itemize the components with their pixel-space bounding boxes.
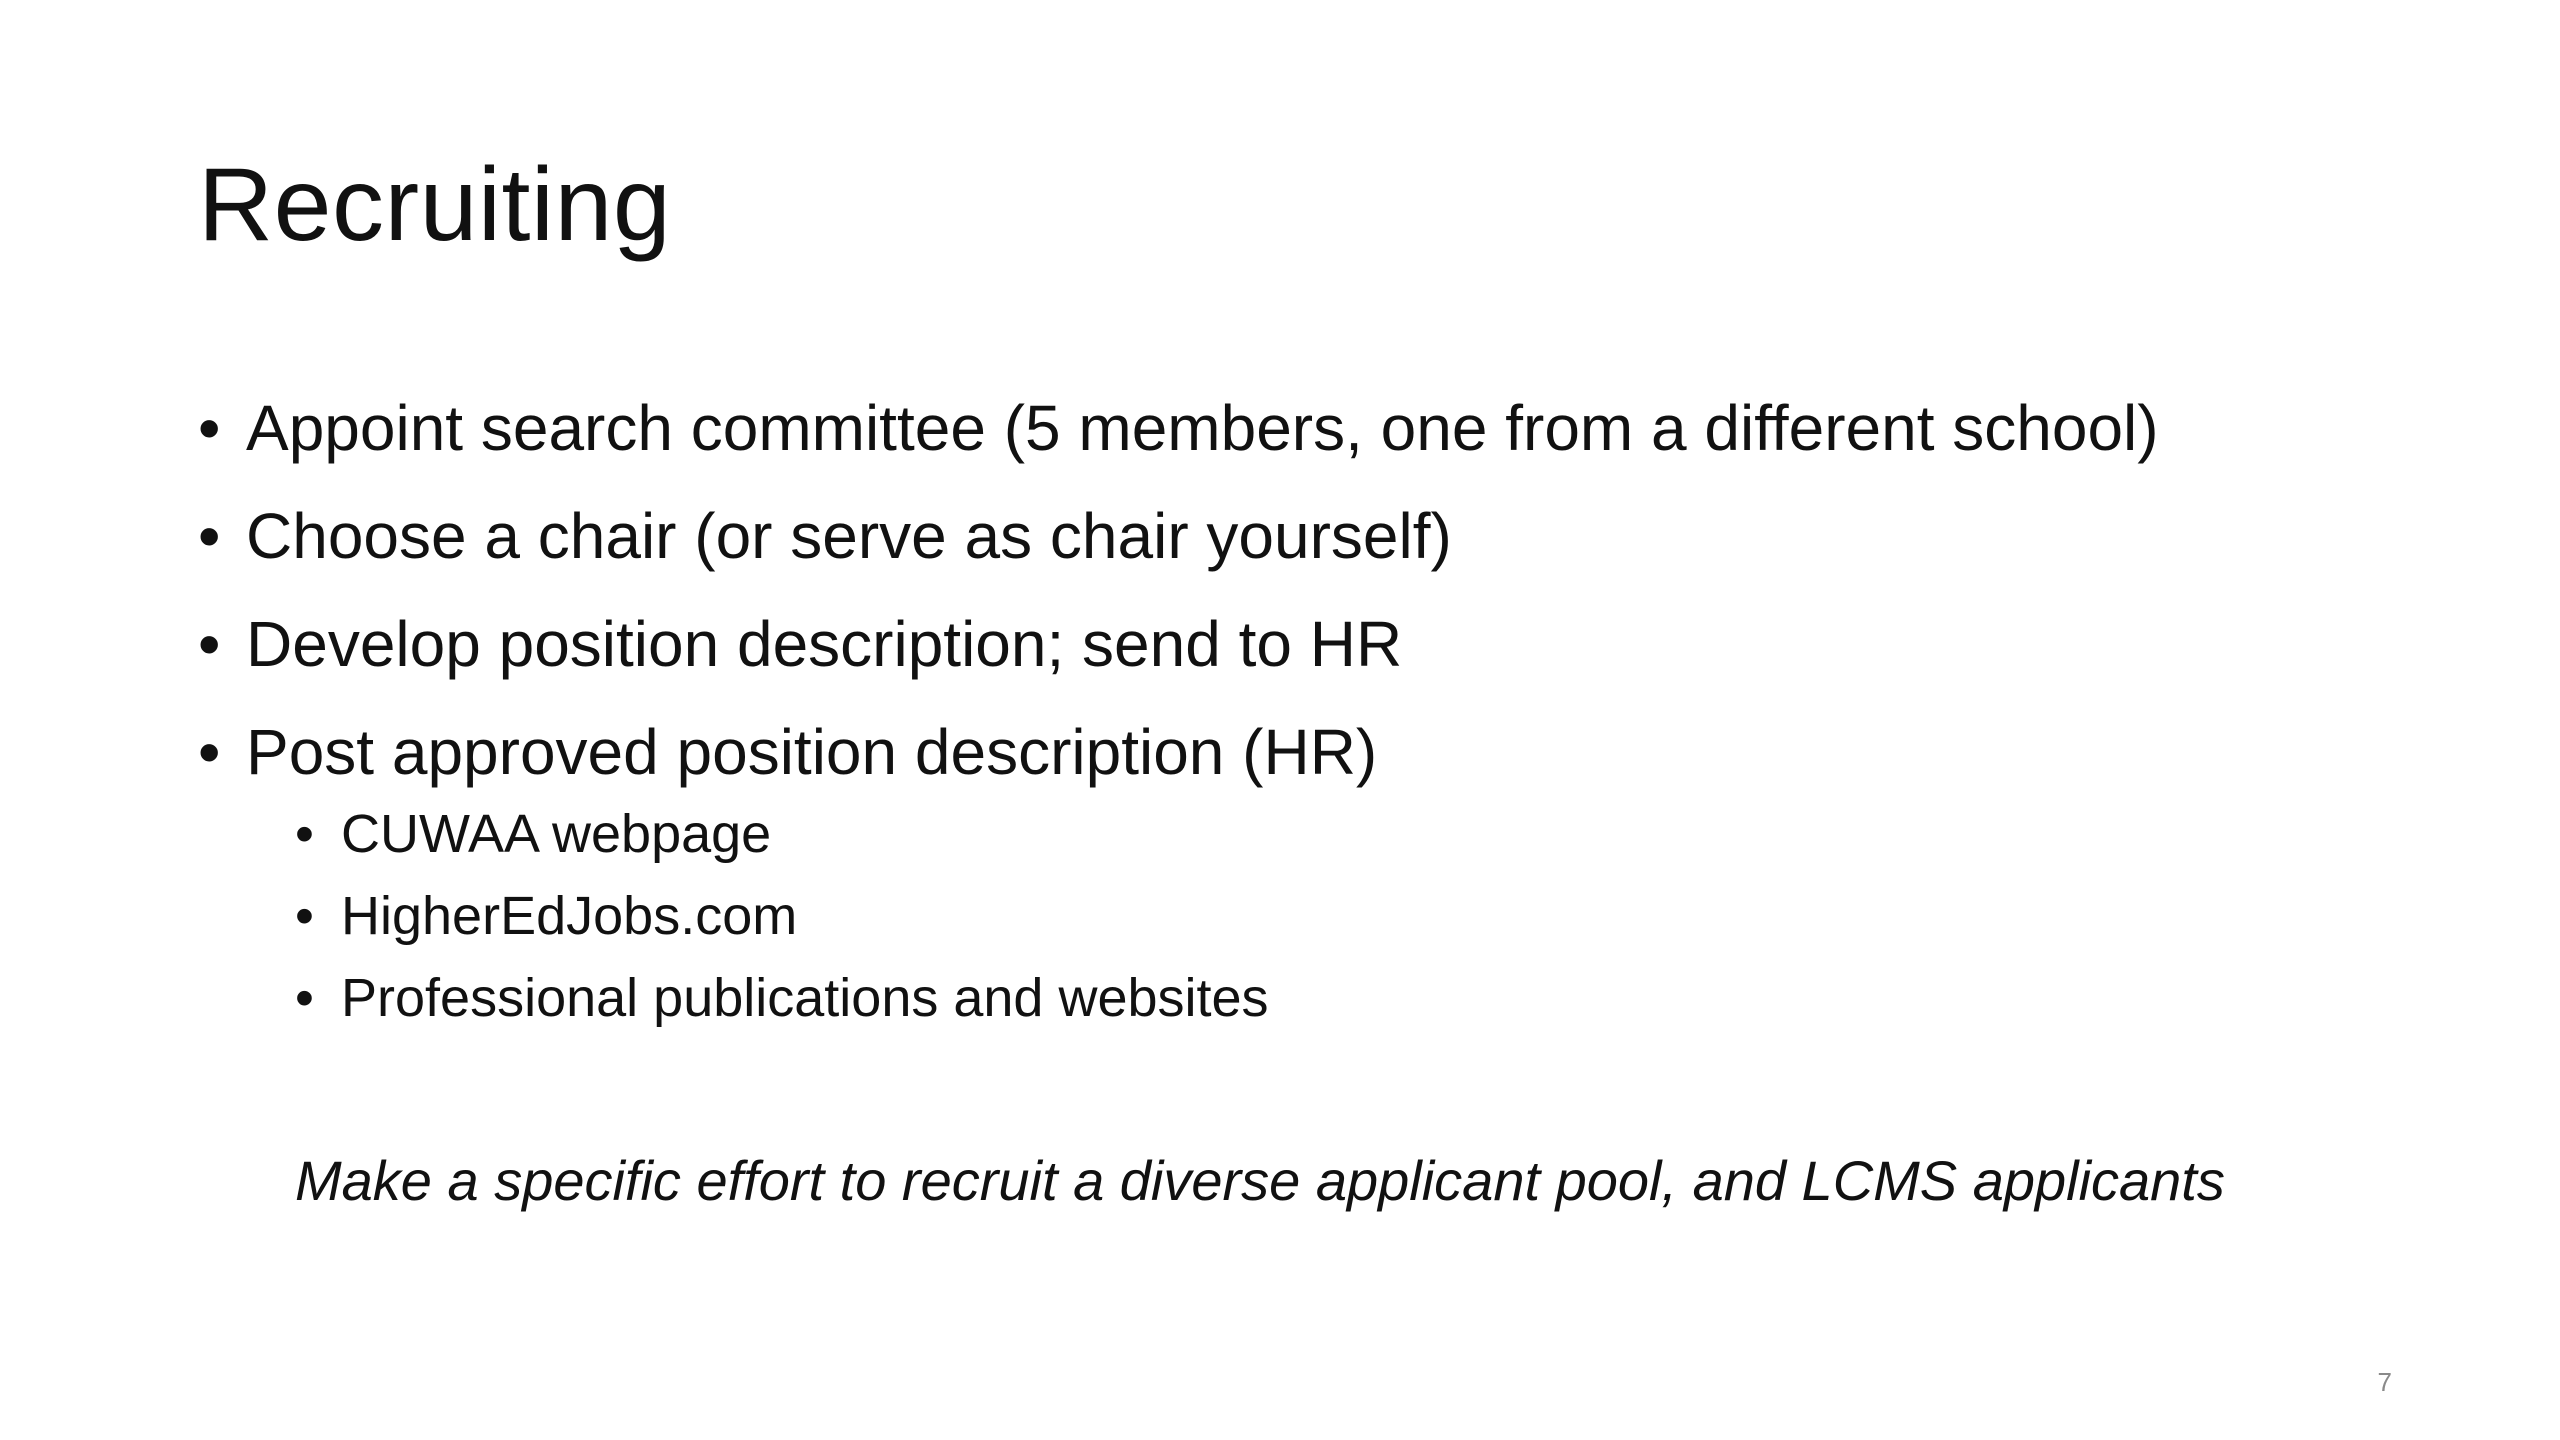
bullet-list — [198, 390, 2438, 1048]
bullet-text: Appoint search committee (5 members, one from a different school) — [246, 392, 2159, 464]
bullet-item — [198, 714, 2438, 790]
bullet-marker: • — [198, 716, 221, 788]
sub-bullet-item — [295, 884, 2438, 948]
bullet-marker: • — [198, 500, 221, 572]
sub-bullet-marker: • — [295, 886, 314, 946]
sub-bullet-text: HigherEdJobs.com — [341, 886, 798, 946]
sub-bullet-item — [295, 966, 2438, 1030]
sub-bullet-group — [198, 802, 2438, 1030]
bullet-text: Choose a chair (or serve as chair yourself) — [246, 500, 1452, 572]
bullet-marker: • — [198, 392, 221, 464]
italic-note: Make a specific effort to recruit a diverse applicant pool, and LCMS applicants — [295, 1149, 2225, 1212]
bullet-text: Develop position description; send to HR — [246, 608, 1403, 680]
sub-bullet-text: Professional publications and websites — [341, 968, 1269, 1028]
bullet-marker: • — [198, 608, 221, 680]
bullet-text: Post approved position description (HR) — [246, 716, 1378, 788]
sub-bullet-marker: • — [295, 968, 314, 1028]
bullet-item — [198, 606, 2438, 682]
slide-title: Recruiting — [198, 147, 672, 263]
bullet-item — [198, 498, 2438, 574]
slide-number: 7 — [2377, 1367, 2392, 1397]
sub-bullet-marker: • — [295, 804, 314, 864]
sub-bullet-list — [198, 802, 2438, 1030]
sub-bullet-text: CUWAA webpage — [341, 804, 772, 864]
sub-bullet-item — [295, 802, 2438, 866]
bullet-item — [198, 390, 2438, 466]
